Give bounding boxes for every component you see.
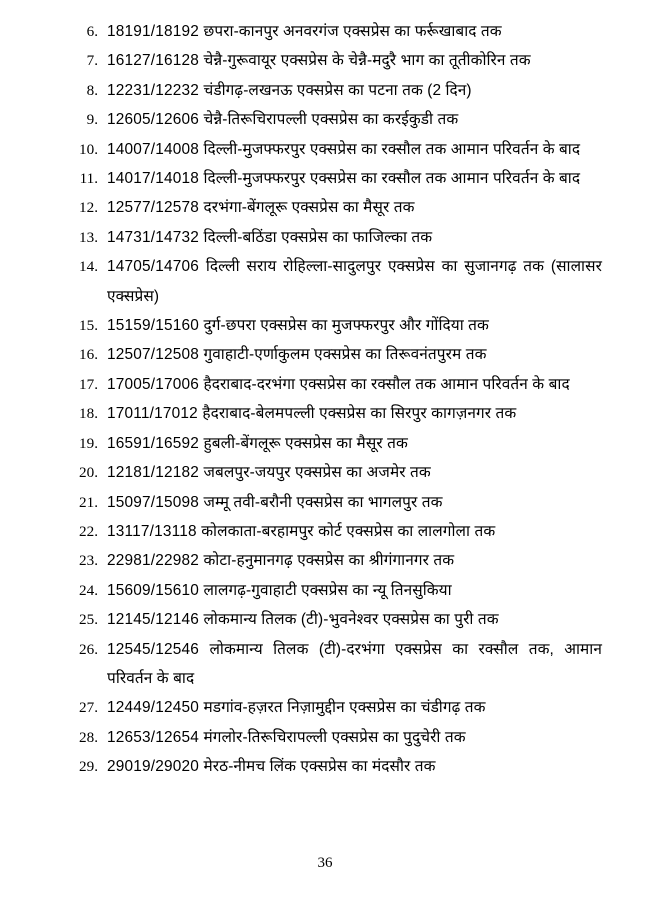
train-number: 12653/12654 bbox=[107, 728, 200, 746]
list-item bbox=[62, 76, 602, 105]
list-item-number: 26. bbox=[79, 640, 98, 658]
list-item-number: 11. bbox=[79, 170, 98, 188]
list-item bbox=[62, 399, 602, 428]
list-item-number: 21. bbox=[79, 493, 98, 511]
list-item-number: 19. bbox=[79, 434, 98, 452]
train-number: 12145/12146 bbox=[107, 611, 200, 629]
train-description: दरभंगा-बेंगलूरू एक्सप्रेस का मैसूर तक bbox=[203, 199, 415, 217]
train-description: मेरठ-नीमच लिंक एक्सप्रेस का मंदसौर तक bbox=[203, 758, 436, 776]
list-item-number: 28. bbox=[79, 728, 98, 746]
train-number: 12231/12232 bbox=[107, 81, 200, 99]
train-extension-list bbox=[62, 17, 602, 782]
list-item-number: 23. bbox=[79, 552, 98, 570]
train-number: 12449/12450 bbox=[107, 699, 200, 717]
train-description: कोटा-हनुमानगढ़ एक्सप्रेस का श्रीगंगानगर तक bbox=[203, 552, 455, 570]
train-number: 16127/16128 bbox=[107, 52, 200, 70]
train-description: मडगांव-हज़रत निज़ामुद्दीन एक्सप्रेस का चंडीगढ़ तक bbox=[203, 699, 486, 717]
train-number: 15159/15160 bbox=[107, 317, 200, 335]
train-description: हैदराबाद-बेलमपल्ली एक्सप्रेस का सिरपुर कागज़नगर तक bbox=[202, 405, 517, 423]
train-number: 12605/12606 bbox=[107, 111, 200, 129]
list-item-number: 29. bbox=[79, 758, 98, 776]
list-item-number: 12. bbox=[79, 199, 98, 217]
list-item-number: 15. bbox=[79, 317, 98, 335]
list-item bbox=[62, 340, 602, 369]
list-item-number: 20. bbox=[79, 464, 98, 482]
train-description: दिल्ली-मुजफ्फरपुर एक्सप्रेस का रक्सौल तक आमान परिवर्तन के बाद bbox=[203, 170, 581, 188]
list-item bbox=[62, 429, 602, 458]
train-number: 12545/12546 bbox=[107, 640, 200, 658]
train-description: छपरा-कानपुर अनवरगंज एक्सप्रेस का फर्रूखाबाद तक bbox=[203, 23, 502, 40]
list-item-number: 14. bbox=[79, 258, 98, 276]
list-item bbox=[62, 105, 602, 134]
train-number: 13117/13118 bbox=[107, 522, 197, 540]
list-item-number: 17. bbox=[79, 375, 98, 393]
train-number: 22981/22982 bbox=[107, 552, 200, 570]
list-item bbox=[62, 458, 602, 487]
train-number: 14705/14706 bbox=[107, 258, 200, 276]
list-item-number: 27. bbox=[79, 699, 98, 717]
list-item-number: 8. bbox=[86, 81, 98, 99]
train-number: 17011/17012 bbox=[107, 405, 198, 423]
train-description: चेन्नै-तिरूचिरापल्ली एक्सप्रेस का करईकुडी तक bbox=[203, 111, 459, 129]
train-description: लोकमान्य तिलक (टी)-भुवनेश्वर एक्सप्रेस का पुरी तक bbox=[203, 611, 499, 629]
list-item bbox=[62, 252, 602, 311]
train-description: कोलकाता-बरहामपुर कोर्ट एक्सप्रेस का लालगोला तक bbox=[201, 522, 496, 540]
list-item bbox=[62, 546, 602, 575]
page-number: 36 bbox=[317, 855, 333, 871]
page-content-area bbox=[62, 17, 602, 782]
list-item-number: 24. bbox=[79, 581, 98, 599]
train-description: हुबली-बेंगलूरू एक्सप्रेस का मैसूर तक bbox=[203, 434, 408, 452]
train-description: गुवाहाटी-एर्णाकुलम एक्सप्रेस का तिरूवनंतपुरम तक bbox=[203, 346, 487, 364]
train-number: 12577/12578 bbox=[107, 199, 200, 217]
train-number: 17005/17006 bbox=[107, 375, 200, 393]
list-item bbox=[62, 223, 602, 252]
train-number: 16591/16592 bbox=[107, 434, 200, 452]
train-number: 18191/18192 bbox=[107, 23, 200, 40]
train-number: 15097/15098 bbox=[107, 493, 200, 511]
list-item bbox=[62, 46, 602, 75]
list-item-number: 6. bbox=[86, 23, 98, 40]
list-item bbox=[62, 164, 602, 193]
list-item-number: 25. bbox=[79, 611, 98, 629]
list-item-number: 16. bbox=[79, 346, 98, 364]
train-description: जम्मू तवी-बरौनी एक्सप्रेस का भागलपुर तक bbox=[203, 493, 443, 511]
train-number: 12181/12182 bbox=[107, 464, 200, 482]
train-number: 15609/15610 bbox=[107, 581, 200, 599]
list-item bbox=[62, 635, 602, 694]
train-number: 14007/14008 bbox=[107, 140, 200, 158]
list-item-number: 22. bbox=[79, 522, 98, 540]
list-item bbox=[62, 135, 602, 164]
train-number: 12507/12508 bbox=[107, 346, 200, 364]
list-item bbox=[62, 693, 602, 722]
train-description: चंडीगढ़-लखनऊ एक्सप्रेस का पटना तक (2 दिन) bbox=[203, 81, 472, 99]
list-item bbox=[62, 17, 602, 46]
train-description: मंगलोर-तिरूचिरापल्ली एक्सप्रेस का पुदुचेरी तक bbox=[203, 728, 466, 746]
list-item bbox=[62, 723, 602, 752]
list-item-number: 7. bbox=[86, 52, 98, 70]
train-description: दिल्ली-मुजफ्फरपुर एक्सप्रेस का रक्सौल तक आमान परिवर्तन के बाद bbox=[203, 140, 581, 158]
list-item bbox=[62, 488, 602, 517]
list-item bbox=[62, 752, 602, 781]
train-description: दुर्ग-छपरा एक्सप्रेस का मुजफ्फरपुर और गोंदिया तक bbox=[203, 317, 489, 335]
list-item bbox=[62, 370, 602, 399]
list-item-number: 10. bbox=[79, 140, 98, 158]
train-description: चेन्नै-गुरूवायूर एक्सप्रेस के चेन्नै-मदुरै भाग का तूतीकोरिन तक bbox=[203, 52, 531, 70]
list-item bbox=[62, 576, 602, 605]
list-item bbox=[62, 311, 602, 340]
train-description: हैदराबाद-दरभंगा एक्सप्रेस का रक्सौल तक आमान परिवर्तन के बाद bbox=[203, 375, 570, 393]
list-item-number: 9. bbox=[86, 111, 98, 129]
train-description: दिल्ली सराय रोहिल्ला-सादुलपुर एक्सप्रेस का सुजानगढ़ तक (सालासर एक्सप्रेस) bbox=[107, 258, 602, 305]
list-item-number: 18. bbox=[79, 405, 98, 423]
train-description: लालगढ़-गुवाहाटी एक्सप्रेस का न्यू तिनसुकिया bbox=[203, 581, 452, 599]
list-item-number: 13. bbox=[79, 228, 98, 246]
list-item bbox=[62, 605, 602, 634]
train-number: 14017/14018 bbox=[107, 170, 200, 188]
train-number: 14731/14732 bbox=[107, 228, 200, 246]
list-item bbox=[62, 193, 602, 222]
train-description: जबलपुर-जयपुर एक्सप्रेस का अजमेर तक bbox=[203, 464, 431, 482]
train-description: दिल्ली-बठिंडा एक्सप्रेस का फाजिल्का तक bbox=[203, 228, 433, 246]
train-description: लोकमान्य तिलक (टी)-दरभंगा एक्सप्रेस का रक्सौल तक, आमान परिवर्तन के बाद bbox=[107, 640, 602, 687]
list-item bbox=[62, 517, 602, 546]
train-number: 29019/29020 bbox=[107, 758, 200, 776]
